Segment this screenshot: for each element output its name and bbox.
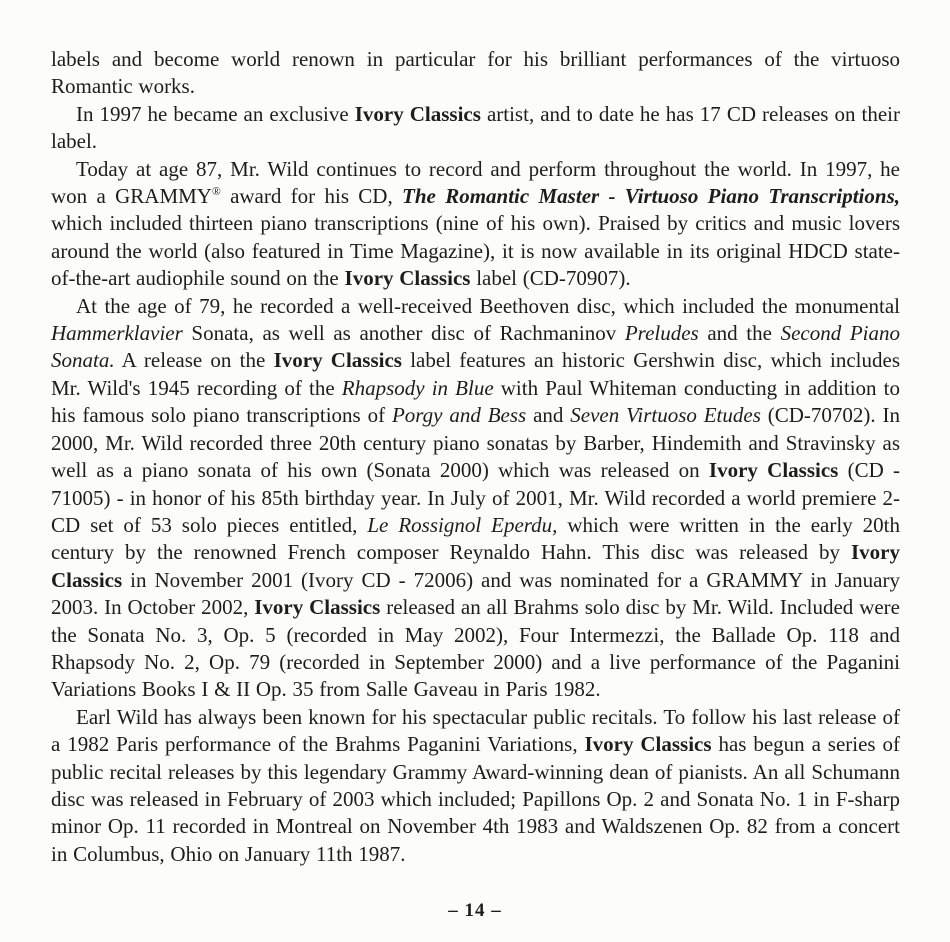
text-block — [51, 46, 900, 868]
text-segment: labels and become world renown in particular for his brilliant performances of the virtuoso Romantic works. — [51, 47, 900, 99]
page-footer — [0, 900, 950, 922]
text-segment: Earl Wild has always been known for his spectacular public recitals. To follow his last release of a 1982 Paris performance of the Brahms Paganini Variations, — [51, 704, 900, 757]
text-segment: ® — [211, 186, 221, 199]
text-segment: Ivory Classics — [51, 540, 900, 592]
text-segment: Ivory Classics — [584, 732, 712, 757]
text-segment: A release on the — [114, 348, 274, 373]
text-segment: Seven Virtuoso Etudes — [570, 403, 761, 428]
paragraph — [51, 156, 900, 293]
paragraph — [51, 704, 900, 868]
text-segment: Ivory Classics — [254, 595, 381, 620]
text-segment: Ivory Classics — [354, 101, 481, 126]
text-segment: released an all Brahms solo disc by Mr. Wild. Included were the Sonata No. 3, Op. 5 (recorded in May 2002), Four Intermezzi, the Ballade Op. 118 and Rhapsody No. 2, Op. 79 (recorded in September 2000) and a live performance of the Paganini Variations Books I & II Op. 35 from Salle Gaveau in Paris 1982. — [51, 595, 900, 702]
text-segment: Hammerklavier — [51, 321, 183, 346]
paragraph — [51, 46, 900, 101]
text-segment: (CD - 71005) - in honor of his 85th birthday year. In July of 2001, Mr. Wild recorded a world premiere 2-CD set of 53 solo pieces entitled, — [51, 458, 900, 537]
text-segment: At the age of 79, he recorded a well-received Beethoven disc, which included the monumental — [76, 293, 900, 318]
text-segment: (CD-70702). In 2000, Mr. Wild recorded three 20th century piano sonatas by Barber, Hindemith and Stravinsky as well as a piano sonata of his own (Sonata 2000) which was released on — [51, 403, 901, 483]
text-segment: label features an historic Gershwin disc, which includes Mr. Wild's 1945 recording of the — [51, 348, 900, 400]
text-segment: award for his CD, — [220, 184, 403, 209]
text-segment: with Paul Whiteman conducting in addition to his famous solo piano transcriptions of — [51, 375, 901, 428]
text-segment: Second Piano Sonata. — [51, 321, 900, 373]
text-segment: which included thirteen piano transcriptions (nine of his own). Praised by critics and music lovers around the world (also featured in Time Magazine), it is now available in its original HDCD state-of-the-art audiophile sound on the — [51, 211, 900, 291]
text-segment: and the — [698, 321, 781, 346]
text-segment: artist, and to date he has 17 CD releases on their label. — [51, 101, 901, 154]
paragraph — [51, 101, 900, 156]
paragraph — [51, 293, 900, 704]
text-segment: in November 2001 (Ivory CD - 72006) and was nominated for a GRAMMY in January 2003. In October 2002, — [51, 567, 900, 620]
text-segment: Ivory Classics — [273, 348, 402, 373]
text-segment: Rhapsody in Blue — [341, 375, 494, 400]
text-segment: Ivory Classics — [344, 266, 471, 291]
text-segment: In 1997 he became an exclusive — [76, 101, 355, 126]
text-segment: label (CD-70907). — [470, 266, 631, 291]
text-segment: and — [526, 403, 571, 428]
text-segment: Preludes — [624, 321, 699, 346]
text-segment: has begun a series of public recital releases by this legendary Grammy Award-winning dean of pianists. An all Schumann disc was released in February of 2003 which included; Papillons Op. 2 and Sonata No. 1 in F-sharp minor Op. 11 recorded in Montreal on November 4th 1983 and Waldszenen Op. 82 from a concert in Columbus, Ohio on January 11th 1987. — [51, 732, 900, 866]
text-segment: Ivory Classics — [708, 458, 839, 483]
text-segment: The Romantic Master - Virtuoso Piano Transcriptions, — [402, 184, 900, 209]
text-segment: Today at age 87, Mr. Wild continues to record and perform throughout the world. In 1997, he won a GRAMMY — [51, 156, 900, 209]
text-segment: Sonata, as well as another disc of Rachmaninov — [182, 321, 625, 346]
text-segment: which were written in the early 20th century by the renowned French composer Reynaldo Hahn. This disc was released by — [51, 512, 900, 565]
page-number: – 14 – — [448, 900, 502, 921]
text-segment: Porgy and Bess — [391, 403, 527, 428]
text-segment: Le Rossignol Eperdu, — [367, 512, 558, 537]
